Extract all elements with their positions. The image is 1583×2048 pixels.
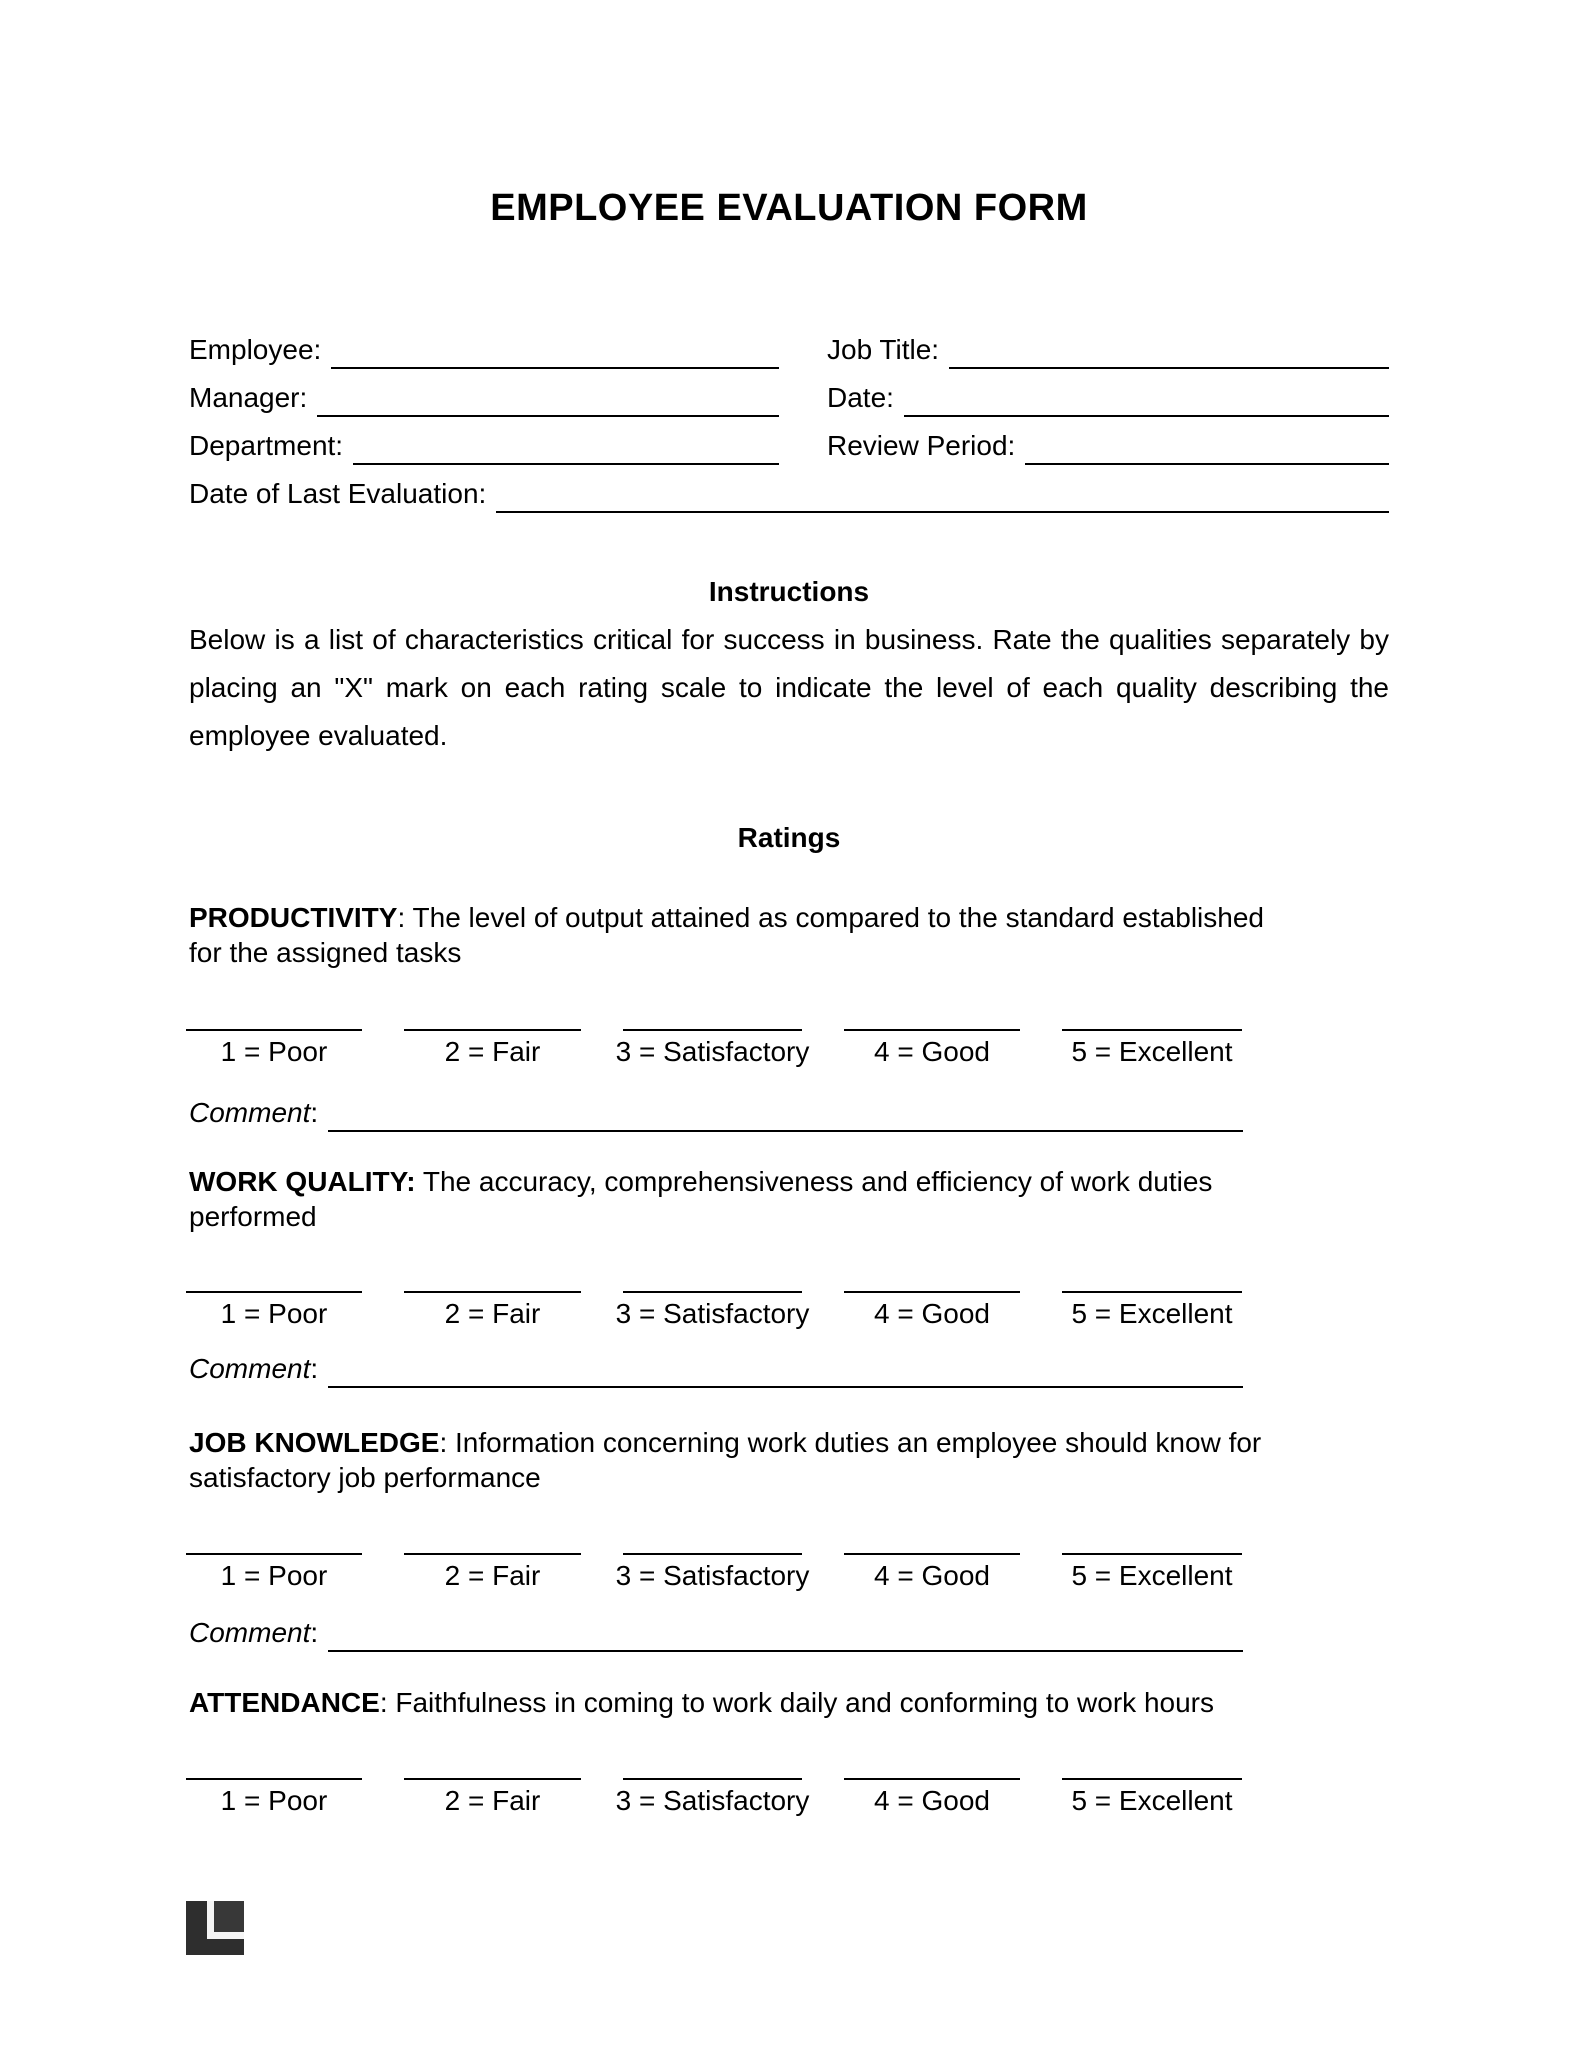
date-label: Date: [827, 382, 894, 413]
section-work-quality-description: The accuracy, comprehensiveness and efficiency of work duties performed [189, 1166, 1213, 1232]
section-work-quality-name: WORK QUALITY: [189, 1166, 416, 1197]
attendance-rating-good[interactable]: 4 = Good [844, 1778, 1020, 1817]
section-attendance-description: Faithfulness in coming to work daily and conforming to work hours [395, 1687, 1214, 1718]
work-quality-rating-fair[interactable]: 2 = Fair [404, 1291, 581, 1330]
comment-label: Comment [189, 1097, 311, 1128]
field-row [189, 427, 1389, 465]
field-row [189, 331, 1389, 369]
work-quality-rating-good[interactable]: 4 = Good [844, 1291, 1020, 1330]
review-period-field [827, 427, 1389, 465]
last-evaluation-input-line[interactable] [496, 475, 1389, 513]
date-input-line[interactable] [904, 379, 1389, 417]
attendance-rating-scale [186, 1778, 1242, 1817]
productivity-comment-row: Comment : [189, 1094, 1243, 1132]
department-input-line[interactable] [353, 427, 779, 465]
work-quality-rating-scale [186, 1291, 1242, 1330]
job-knowledge-rating-fair[interactable]: 2 = Fair [404, 1553, 581, 1592]
section-job-knowledge-name: JOB KNOWLEDGE [189, 1427, 440, 1458]
section-productivity-colon: : [397, 902, 406, 933]
section-productivity-description: The level of output attained as compared to the standard established for the assigned tasks [189, 902, 1264, 968]
work-quality-rating-poor[interactable]: 1 = Poor [186, 1291, 362, 1330]
productivity-rating-poor[interactable]: 1 = Poor [186, 1029, 362, 1068]
date-field [827, 379, 1389, 417]
work-quality-rating-excellent[interactable]: 5 = Excellent [1062, 1291, 1242, 1330]
section-job-knowledge-colon: : [439, 1427, 448, 1458]
field-row [189, 475, 1389, 513]
department-field [189, 427, 827, 465]
manager-input-line[interactable] [317, 379, 779, 417]
job-knowledge-comment-row: Comment : [189, 1614, 1243, 1652]
productivity-rating-scale [186, 1029, 1242, 1068]
section-job-knowledge-description: Information concerning work duties an employee should know for satisfactory job performance [189, 1427, 1262, 1493]
logo-l-mark-horizontal [207, 1932, 244, 1939]
header-fields [189, 331, 1389, 523]
job-knowledge-rating-satisfactory[interactable]: 3 = Satisfactory [623, 1553, 802, 1592]
section-work-quality [189, 1164, 1289, 1234]
section-attendance-name: ATTENDANCE [189, 1687, 380, 1718]
review-period-label: Review Period: [827, 430, 1016, 461]
page-title: EMPLOYEE EVALUATION FORM [490, 187, 1088, 229]
section-attendance [189, 1685, 1389, 1720]
section-productivity-name: PRODUCTIVITY [189, 902, 398, 933]
job-title-field [827, 331, 1389, 369]
comment-label: Comment [189, 1353, 311, 1384]
review-period-input-line[interactable] [1025, 427, 1389, 465]
ratings-heading: Ratings [737, 822, 841, 853]
last-evaluation-label: Date of Last Evaluation: [189, 478, 487, 509]
job-knowledge-comment-line[interactable] [328, 1614, 1243, 1652]
section-job-knowledge [189, 1425, 1359, 1495]
manager-field [189, 379, 827, 417]
last-evaluation-field [189, 475, 1389, 513]
employee-field [189, 331, 827, 369]
instructions-heading: Instructions [708, 576, 870, 607]
job-title-label: Job Title: [827, 334, 940, 365]
productivity-rating-excellent[interactable]: 5 = Excellent [1062, 1029, 1242, 1068]
productivity-comment-line[interactable] [328, 1094, 1243, 1132]
job-knowledge-rating-good[interactable]: 4 = Good [844, 1553, 1020, 1592]
employee-label: Employee: [189, 334, 322, 365]
department-label: Department: [189, 430, 344, 461]
work-quality-comment-line[interactable] [328, 1350, 1243, 1388]
productivity-rating-good[interactable]: 4 = Good [844, 1029, 1020, 1068]
logo-inner-square [214, 1901, 244, 1932]
instructions-paragraph: Below is a list of characteristics critical for success in business. Rate the qualities separately by placing an "X" mark on each rating scale to indicate the level of each quality describing the employee evaluated. [189, 624, 1389, 751]
attendance-rating-excellent[interactable]: 5 = Excellent [1062, 1778, 1242, 1817]
productivity-rating-satisfactory[interactable]: 3 = Satisfactory [623, 1029, 802, 1068]
comment-label: Comment [189, 1617, 311, 1648]
attendance-rating-fair[interactable]: 2 = Fair [404, 1778, 581, 1817]
work-quality-comment-row: Comment : [189, 1350, 1243, 1388]
section-productivity [189, 900, 1289, 970]
manager-label: Manager: [189, 382, 308, 413]
field-row [189, 379, 1389, 417]
productivity-rating-fair[interactable]: 2 = Fair [404, 1029, 581, 1068]
job-title-input-line[interactable] [949, 331, 1389, 369]
attendance-rating-poor[interactable]: 1 = Poor [186, 1778, 362, 1817]
legal-templates-logo [186, 1901, 244, 1955]
job-knowledge-rating-poor[interactable]: 1 = Poor [186, 1553, 362, 1592]
job-knowledge-rating-excellent[interactable]: 5 = Excellent [1062, 1553, 1242, 1592]
attendance-rating-satisfactory[interactable]: 3 = Satisfactory [623, 1778, 802, 1817]
section-attendance-colon: : [379, 1687, 388, 1718]
job-knowledge-rating-scale [186, 1553, 1242, 1592]
work-quality-rating-satisfactory[interactable]: 3 = Satisfactory [623, 1291, 802, 1330]
employee-input-line[interactable] [331, 331, 779, 369]
